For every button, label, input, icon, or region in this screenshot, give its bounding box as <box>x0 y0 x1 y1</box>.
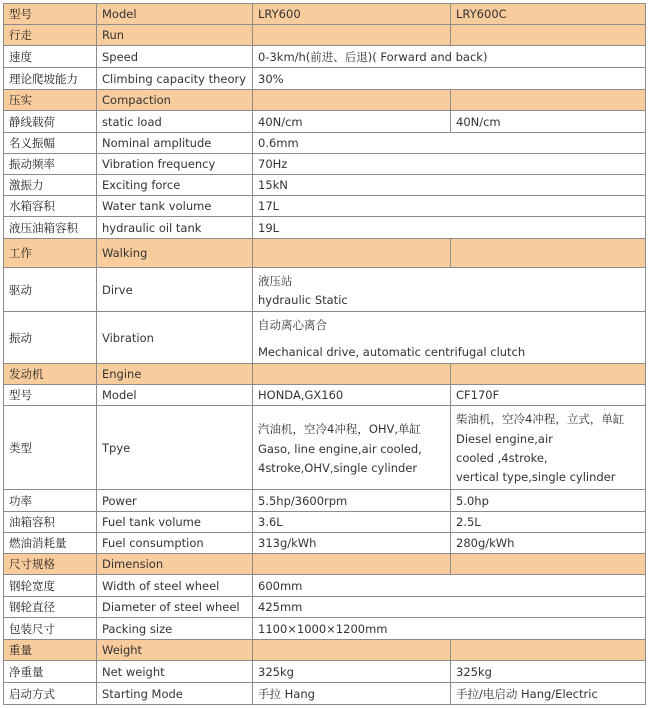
table-row <box>4 385 646 406</box>
value-cell-1 <box>253 90 451 111</box>
value-cell-1: 3.6L <box>253 512 451 533</box>
label-en-cell: Model <box>97 385 253 406</box>
label-en-cell: Width of steel wheel <box>97 575 253 597</box>
label-cn-cell: 重量 <box>4 640 97 661</box>
value-cell-1: 40N/cm <box>253 111 451 133</box>
label-cn-cell: 启动方式 <box>4 683 97 705</box>
value-cell-1 <box>253 364 451 385</box>
label-cn-cell: 压实 <box>4 90 97 111</box>
table-row <box>4 175 646 196</box>
spec-table-body <box>4 4 646 705</box>
value-cell-1: 5.5hp/3600rpm <box>253 490 451 512</box>
table-row <box>4 597 646 618</box>
value-cell-2: 手拉/电启动 Hang/Electric <box>451 683 646 705</box>
label-cn-cell: 钢轮宽度 <box>4 575 97 597</box>
label-cn-cell: 发动机 <box>4 364 97 385</box>
table-row <box>4 406 646 490</box>
label-cn-cell: 激振力 <box>4 175 97 196</box>
label-en-cell: Starting Mode <box>97 683 253 705</box>
value-cell-span: 15kN <box>253 175 646 196</box>
value-cell-span <box>253 312 646 364</box>
table-row <box>4 661 646 683</box>
value-cell-span: 0.6mm <box>253 133 646 154</box>
label-en-cell: Exciting force <box>97 175 253 196</box>
section-header-row <box>4 90 646 111</box>
value-line: Gaso, line engine,air cooled, <box>258 441 422 456</box>
value-cell-2 <box>451 239 646 268</box>
value-cell-1: 手拉 Hang <box>253 683 451 705</box>
value-line: cooled ,4stroke, <box>456 451 548 465</box>
label-en-cell: Weight <box>97 640 253 661</box>
table-row <box>4 268 646 312</box>
value-line: Diesel engine,air <box>456 432 553 446</box>
label-cn-cell: 油箱容积 <box>4 512 97 533</box>
value-line: 汽油机，空冷4冲程，OHV,单缸 <box>258 421 422 436</box>
value-cell-span: 17L <box>253 196 646 217</box>
label-cn-cell: 净重量 <box>4 661 97 683</box>
label-en-cell: Engine <box>97 364 253 385</box>
value-cell-span: 425mm <box>253 597 646 618</box>
value-cell-span: 0-3km/h(前进、后退)( Forward and back) <box>253 46 646 68</box>
label-cn-cell: 液压油箱容积 <box>4 217 97 239</box>
value-line: vertical type,single cylinder <box>456 470 616 484</box>
label-en-cell: Fuel tank volume <box>97 512 253 533</box>
value-line: 柴油机，空冷4冲程，立式，单缸 <box>456 412 625 426</box>
section-header-row <box>4 640 646 661</box>
value-cell-2: 2.5L <box>451 512 646 533</box>
label-en-cell: Dirve <box>97 268 253 312</box>
value-cell-1: LRY600 <box>253 4 451 25</box>
value-cell-1 <box>253 554 451 575</box>
value-cell-2 <box>451 640 646 661</box>
table-row <box>4 683 646 705</box>
label-en-cell: Net weight <box>97 661 253 683</box>
section-header-row <box>4 239 646 268</box>
label-en-cell: Diameter of steel wheel <box>97 597 253 618</box>
label-en-cell: Dimension <box>97 554 253 575</box>
value-line: 4stroke,OHV,single cylinder <box>258 460 418 475</box>
value-cell-2: 280g/kWh <box>451 533 646 554</box>
value-line: hydraulic Static <box>258 292 348 307</box>
table-row <box>4 196 646 217</box>
value-cell-span: 1100×1000×1200mm <box>253 618 646 640</box>
label-en-cell: Vibration <box>97 312 253 364</box>
spec-table <box>3 3 646 705</box>
table-row <box>4 154 646 175</box>
table-row <box>4 533 646 554</box>
label-cn-cell: 水箱容积 <box>4 196 97 217</box>
label-cn-cell: 型号 <box>4 4 97 25</box>
value-cell-2: 325kg <box>451 661 646 683</box>
table-row <box>4 46 646 68</box>
value-cell-1 <box>253 640 451 661</box>
value-line: Mechanical drive, automatic centrifugal clutch <box>258 344 526 359</box>
label-cn-cell: 静线载荷 <box>4 111 97 133</box>
value-cell-2 <box>451 364 646 385</box>
value-cell-1 <box>253 239 451 268</box>
label-cn-cell: 工作 <box>4 239 97 268</box>
label-en-cell: Fuel consumption <box>97 533 253 554</box>
label-cn-cell: 型号 <box>4 385 97 406</box>
value-cell-1 <box>253 406 451 490</box>
value-cell-2: 40N/cm <box>451 111 646 133</box>
section-header-row <box>4 364 646 385</box>
label-cn-cell: 燃油消耗量 <box>4 533 97 554</box>
section-header-row <box>4 25 646 46</box>
value-line: 自动离心离合 <box>258 317 327 332</box>
label-cn-cell: 包装尺寸 <box>4 618 97 640</box>
label-cn-cell: 钢轮直径 <box>4 597 97 618</box>
label-cn-cell: 尺寸规格 <box>4 554 97 575</box>
label-en-cell: Packing size <box>97 618 253 640</box>
label-en-cell: Model <box>97 4 253 25</box>
value-cell-2: 5.0hp <box>451 490 646 512</box>
value-cell-span <box>253 268 646 312</box>
label-cn-cell: 速度 <box>4 46 97 68</box>
label-en-cell: static load <box>97 111 253 133</box>
value-cell-1: HONDA,GX160 <box>253 385 451 406</box>
label-en-cell: Walking <box>97 239 253 268</box>
label-cn-cell: 振动频率 <box>4 154 97 175</box>
section-header-row <box>4 554 646 575</box>
label-en-cell: Power <box>97 490 253 512</box>
label-cn-cell: 名义振幅 <box>4 133 97 154</box>
table-row <box>4 217 646 239</box>
label-cn-cell: 理论爬坡能力 <box>4 68 97 90</box>
value-cell-2 <box>451 554 646 575</box>
label-en-cell: Water tank volume <box>97 196 253 217</box>
value-cell-2 <box>451 25 646 46</box>
table-row <box>4 68 646 90</box>
section-header-row <box>4 4 646 25</box>
label-en-cell: Nominal amplitude <box>97 133 253 154</box>
value-cell-1 <box>253 25 451 46</box>
value-cell-2: LRY600C <box>451 4 646 25</box>
label-cn-cell: 驱动 <box>4 268 97 312</box>
table-row <box>4 111 646 133</box>
label-cn-cell: 类型 <box>4 406 97 490</box>
value-cell-span: 19L <box>253 217 646 239</box>
label-en-cell: Speed <box>97 46 253 68</box>
label-cn-cell: 功率 <box>4 490 97 512</box>
table-row <box>4 512 646 533</box>
value-cell-2 <box>451 406 646 490</box>
value-cell-2 <box>451 90 646 111</box>
table-row <box>4 575 646 597</box>
value-cell-span: 70Hz <box>253 154 646 175</box>
value-cell-span: 30% <box>253 68 646 90</box>
value-cell-2: CF170F <box>451 385 646 406</box>
value-cell-1: 313g/kWh <box>253 533 451 554</box>
value-line: 液压站 <box>258 273 293 288</box>
label-en-cell: Compaction <box>97 90 253 111</box>
table-row <box>4 312 646 364</box>
table-row <box>4 490 646 512</box>
table-row <box>4 618 646 640</box>
value-cell-1: 325kg <box>253 661 451 683</box>
value-cell-span: 600mm <box>253 575 646 597</box>
label-en-cell: Run <box>97 25 253 46</box>
label-cn-cell: 行走 <box>4 25 97 46</box>
label-en-cell: hydraulic oil tank <box>97 217 253 239</box>
label-cn-cell: 振动 <box>4 312 97 364</box>
label-en-cell: Climbing capacity theory <box>97 68 253 90</box>
label-en-cell: Vibration frequency <box>97 154 253 175</box>
table-row <box>4 133 646 154</box>
label-en-cell: Tpye <box>97 406 253 490</box>
